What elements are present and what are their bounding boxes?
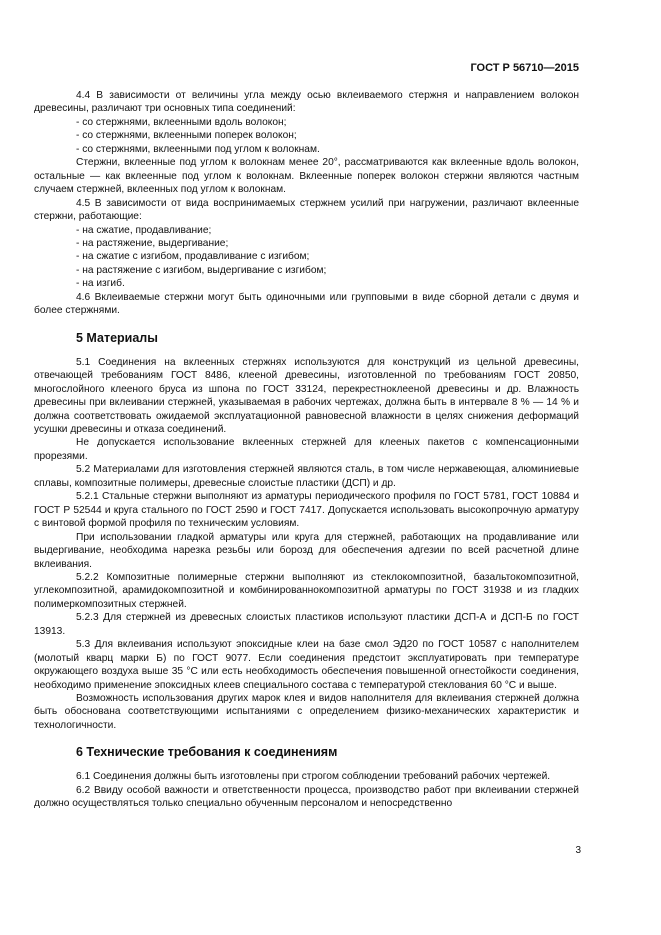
paragraph: 5.2.2 Композитные полимерные стержни выполняют из стеклокомпозитной, базальтокомпозитной, углекомпозитной, арамидокомпозитной и комбинированнокомпозитной арматуры по ГОСТ 31938 и из гладких полимеркомпозитных стержней. bbox=[34, 571, 579, 610]
list-item: - со стержнями, вклеенными вдоль волокон; bbox=[76, 116, 287, 128]
paragraph: 6.1 Соединения должны быть изготовлены при строгом соблюдении требований рабочих чертежей. bbox=[76, 771, 551, 783]
list-item: - на изгиб. bbox=[76, 278, 125, 290]
paragraph: 5.2.1 Стальные стержни выполняют из арматуры периодического профиля по ГОСТ 5781, ГОСТ 10884 и ГОСТ Р 52544 и круга стального по ГОСТ 2590 и ГОСТ 7417. Допускается использовать высокопрочную арматуру с винтовой формой профиля по техническим условиям. bbox=[34, 491, 579, 530]
paragraph: При использовании гладкой арматуры или круга для стержней, работающих на продавливание или выдергивание, необходима нарезка резьбы или борозд для обеспечения адгезии по всей расчетной длине вклеивания. bbox=[34, 531, 579, 570]
list-item: - на растяжение, выдергивание; bbox=[76, 237, 229, 249]
list-item: - на сжатие, продавливание; bbox=[76, 224, 212, 236]
paragraph: 5.2.3 Для стержней из древесных слоистых пластиков используют пластики ДСП-А и ДСП-Б по ГОСТ 13913. bbox=[34, 612, 579, 637]
paragraph: Возможность использования других марок клея и видов наполнителя для вклеивания стержней должна быть обоснована соответствующими испытаниями с определением физико-механических характеристик и технологичности. bbox=[34, 693, 579, 731]
list-item: - со стержнями, вклеенными под углом к волокнам. bbox=[76, 143, 320, 155]
section-5-heading: 5 Материалы bbox=[76, 330, 158, 345]
list-item: - со стержнями, вклеенными поперек волокон; bbox=[76, 130, 297, 142]
document-code-header: ГОСТ Р 56710—2015 bbox=[470, 62, 579, 74]
clause-4-6: 4.6 Вклеиваемые стержни могут быть одиночными или групповыми в виде сборной детали с двумя и более стержнями. bbox=[34, 291, 579, 317]
paragraph: 5.2 Материалами для изготовления стержней являются сталь, в том числе нержавеющая, алюминиевые сплавы, композитные полимеры, древесные слоистые пластики (ДСП) и др. bbox=[34, 464, 579, 489]
clause-4-4-note: Стержни, вклеенные под углом к волокнам менее 20°, рассматриваются как вклеенные вдоль волокон, остальные — как вклеенные под углом к волокнам. Вклеенные поперек волокон стержни являются частным случаем стержней, вклеенных под углом к волокнам. bbox=[34, 157, 579, 196]
paragraph: Не допускается использование вклеенных стержней для клееных пакетов с компенсационными прорезями. bbox=[34, 437, 579, 462]
page-number: 3 bbox=[575, 845, 581, 856]
paragraph: 5.1 Соединения на вклеенных стержнях используются для конструкций из цельной древесины, отвечающей требованиям ГОСТ 8486, клееной древесины, изготовленной по требованиям ГОСТ 20850, многослойного клееного бруса из шпона по ГОСТ 33124, перекрестноклееной древесины и др. Влажность древесины при вклеивании стержней, указываемая в рабочих чертежах, должна быть в интервале 8 % — 14 % и должна соответствовать ожидаемой эксплуатационной равновесной влажности в целях снижения деформаций усушки древесины и отказа соединений. bbox=[34, 356, 579, 435]
paragraph: 6.2 Ввиду особой важности и ответственности процесса, производство работ при вклеивании стержней должно осуществляться только специально обученным персоналом и непосредственно bbox=[34, 784, 579, 810]
section-6-heading: 6 Технические требования к соединениям bbox=[76, 745, 338, 760]
paragraph: 5.3 Для вклеивания используют эпоксидные клеи на базе смол ЭД20 по ГОСТ 10587 с наполнителем (молотый кварц марки Б) по ГОСТ 9077. Если соединения предстоит эксплуатировать при температуре окружающего воздуха выше 35 °С или есть необходимость обеспечения повышенной огнестойкости соединения, необходимо применение эпоксидных клеев специального состава с температурой стеклования 60 °С и выше. bbox=[34, 639, 579, 691]
clause-4-4-intro: 4.4 В зависимости от величины угла между осью вклеиваемого стержня и направлением волокон древесины, различают три основных типа соединений: bbox=[34, 90, 579, 115]
list-item: - на сжатие с изгибом, продавливание с изгибом; bbox=[76, 251, 310, 263]
list-item: - на растяжение с изгибом, выдергивание с изгибом; bbox=[76, 264, 327, 276]
clause-4-5-intro: 4.5 В зависимости от вида воспринимаемых стержнем усилий при нагружении, различают вклеенные стержни, работающие: bbox=[34, 197, 579, 223]
